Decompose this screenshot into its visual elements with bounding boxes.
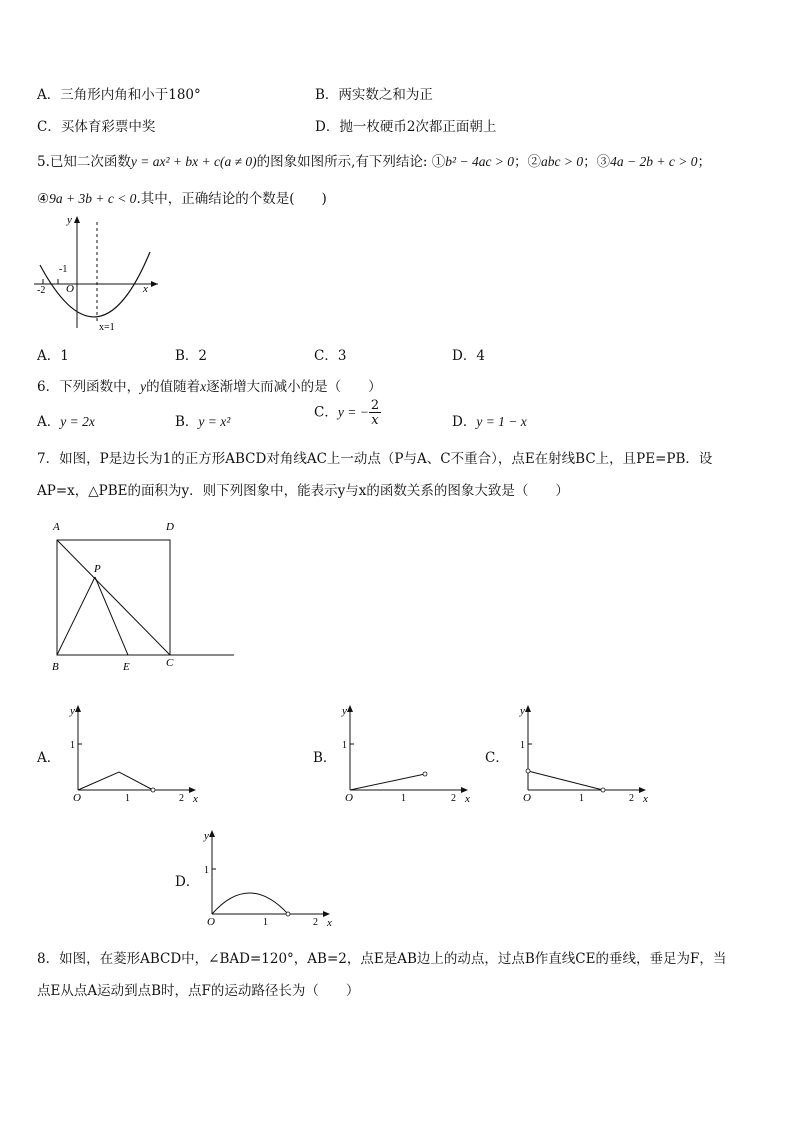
- q6-option-c-fraction: [369, 399, 381, 427]
- q5-y-label: y: [67, 214, 72, 226]
- q5-conclusion-4: 9a + 3b + c < 0: [49, 191, 137, 206]
- q7-c-tick-2x: 2: [629, 793, 634, 804]
- q7-stem-line2: AP=x，△PBE的面积为y．则下列图象中，能表示y与x的函数关系的图象大致是（ ）: [37, 483, 569, 499]
- q7-point-d: D: [166, 521, 174, 533]
- q7-c-tick-1x: 1: [579, 793, 584, 804]
- q7-a-tick-1x: 1: [125, 793, 130, 804]
- q6-option-d: [452, 410, 527, 430]
- q6-stem-y: y: [140, 379, 147, 394]
- q5-line2-suffix: .其中，正确结论的个数是( ): [136, 191, 327, 207]
- q5-option-d: D．4: [452, 348, 485, 364]
- q6-option-b: [175, 410, 230, 430]
- q4-option-d: D．抛一枚硬币2次都正面朝上: [315, 119, 497, 135]
- q6-option-a-equation: y = 2x: [60, 414, 95, 429]
- q5-stem-equation: y = ax² + bx + c(a ≠ 0): [130, 154, 257, 169]
- q5-parabola-figure: [30, 210, 165, 335]
- q7-c-origin: O: [523, 792, 531, 804]
- q7-option-b-graph: [334, 700, 484, 810]
- q7-b-tick-1x: 1: [401, 793, 406, 804]
- q5-option-c: C．3: [314, 348, 347, 364]
- q7-a-tick-2x: 2: [179, 793, 184, 804]
- q7-option-a-label: A．: [37, 750, 61, 766]
- q5-tick-minus2: -2: [37, 285, 46, 296]
- q7-b-y-label: y: [342, 705, 347, 717]
- q5-stem-line2: [37, 187, 327, 207]
- q5-stem-prefix: 5.已知二次函数: [37, 154, 131, 170]
- q5-stem-line1: [37, 150, 711, 170]
- q6-stem: [37, 375, 382, 395]
- q7-c-curve: [528, 771, 603, 790]
- q6-option-c-label: C．: [314, 404, 338, 421]
- q7-option-c-label: C．: [485, 750, 509, 766]
- q4-option-c: C．买体育彩票中奖: [37, 119, 156, 135]
- q7-c-y-label: y: [520, 705, 525, 717]
- q7-segment-pe: [95, 577, 128, 655]
- q5-conclusion-2: abc > 0: [541, 154, 584, 169]
- q5-tick-minus1: -1: [59, 264, 68, 275]
- q7-option-b-label: B．: [313, 750, 337, 766]
- q5-line2-prefix: ④: [37, 191, 50, 207]
- q7-d-tick-2x: 2: [313, 917, 318, 928]
- q7-b-origin: O: [345, 792, 353, 804]
- q7-point-c: C: [166, 657, 174, 669]
- q5-sep-2: ；②: [514, 154, 542, 170]
- q8-stem-line2: 点E从点A运动到点B时，点F的运动路径长为（ ）: [37, 983, 360, 999]
- q5-x-label: x: [143, 283, 148, 295]
- q7-d-origin: O: [207, 916, 215, 928]
- q6-stem-suffix: 逐渐增大而减小的是（ ）: [206, 379, 382, 395]
- q5-stem-mid: 的图象如图所示,有下列结论: ①: [256, 154, 446, 170]
- q6-option-b-equation: y = x²: [198, 414, 231, 429]
- q6-option-d-equation: y = 1 − x: [476, 414, 527, 429]
- q7-segment-pb: [57, 577, 95, 655]
- q5-option-a: A．1: [37, 348, 69, 364]
- q5-conclusion-1: b² − 4ac > 0: [445, 154, 515, 169]
- q6-option-c-equation: y = −: [337, 404, 369, 420]
- q7-b-curve: [350, 774, 425, 790]
- q6-option-a: [37, 410, 95, 430]
- q7-b-tick-2x: 2: [451, 793, 456, 804]
- q7-a-y-label: y: [70, 705, 75, 717]
- q7-d-y-label: y: [204, 830, 209, 842]
- q7-d-tick-1x: 1: [263, 917, 268, 928]
- q7-point-b: B: [52, 661, 59, 673]
- q7-option-d-graph: [196, 825, 346, 935]
- q7-c-x-label: x: [643, 793, 648, 805]
- q4-option-b: B．两实数之和为正: [315, 87, 433, 103]
- q7-a-origin: O: [73, 792, 81, 804]
- q7-square-figure: [44, 516, 244, 676]
- q7-b-x-label: x: [465, 793, 470, 805]
- q7-option-a-graph: [62, 700, 212, 810]
- q6-option-b-label: B．: [175, 414, 199, 430]
- q5-origin-label: O: [66, 283, 74, 295]
- q7-point-a: A: [53, 521, 60, 533]
- q7-option-c-graph: [512, 700, 662, 810]
- q6-fraction-numerator: 2: [370, 398, 380, 413]
- q7-a-tick-1y: 1: [70, 740, 75, 751]
- q6-stem-mid: 的值随着: [146, 379, 201, 395]
- q6-option-c: [314, 399, 381, 427]
- q7-point-e: E: [123, 661, 130, 673]
- q5-sep-4: ；: [697, 154, 711, 170]
- q8-stem-line1: 8．如图，在菱形ABCD中，∠BAD=120°，AB=2，点E是AB边上的动点，过点B作直线CE的垂线，垂足为F，当: [37, 951, 727, 967]
- q7-d-curve: [212, 893, 288, 914]
- q7-a-curve: [78, 772, 153, 790]
- q7-point-p: P: [94, 563, 101, 575]
- q5-conclusion-3: 4a − 2b + c > 0: [610, 154, 698, 169]
- q6-stem-x: x: [200, 379, 207, 394]
- q6-option-a-label: A．: [37, 414, 61, 430]
- q6-option-d-label: D．: [452, 414, 477, 430]
- q4-option-a: A．三角形内角和小于180°: [37, 87, 201, 103]
- q5-axis-of-symmetry-label: x=1: [99, 322, 115, 333]
- q6-fraction-denominator: x: [371, 413, 379, 428]
- q7-b-tick-1y: 1: [342, 740, 347, 751]
- q5-option-b: B．2: [175, 348, 208, 364]
- q7-diagonal-ac: [57, 540, 170, 655]
- q7-a-x-label: x: [193, 793, 198, 805]
- q7-option-d-label: D．: [175, 874, 200, 890]
- q5-sep-3: ；③: [583, 154, 611, 170]
- q7-c-tick-1y: 1: [520, 740, 525, 751]
- q6-stem-prefix: 6．下列函数中，: [37, 379, 141, 395]
- q7-stem-line1: 7．如图，P是边长为1的正方形ABCD对角线AC上一动点（P与A、C不重合），点E在射线BC上，且PE=PB．设: [37, 451, 713, 467]
- q7-d-tick-1y: 1: [204, 865, 209, 876]
- q7-d-x-label: x: [327, 917, 332, 929]
